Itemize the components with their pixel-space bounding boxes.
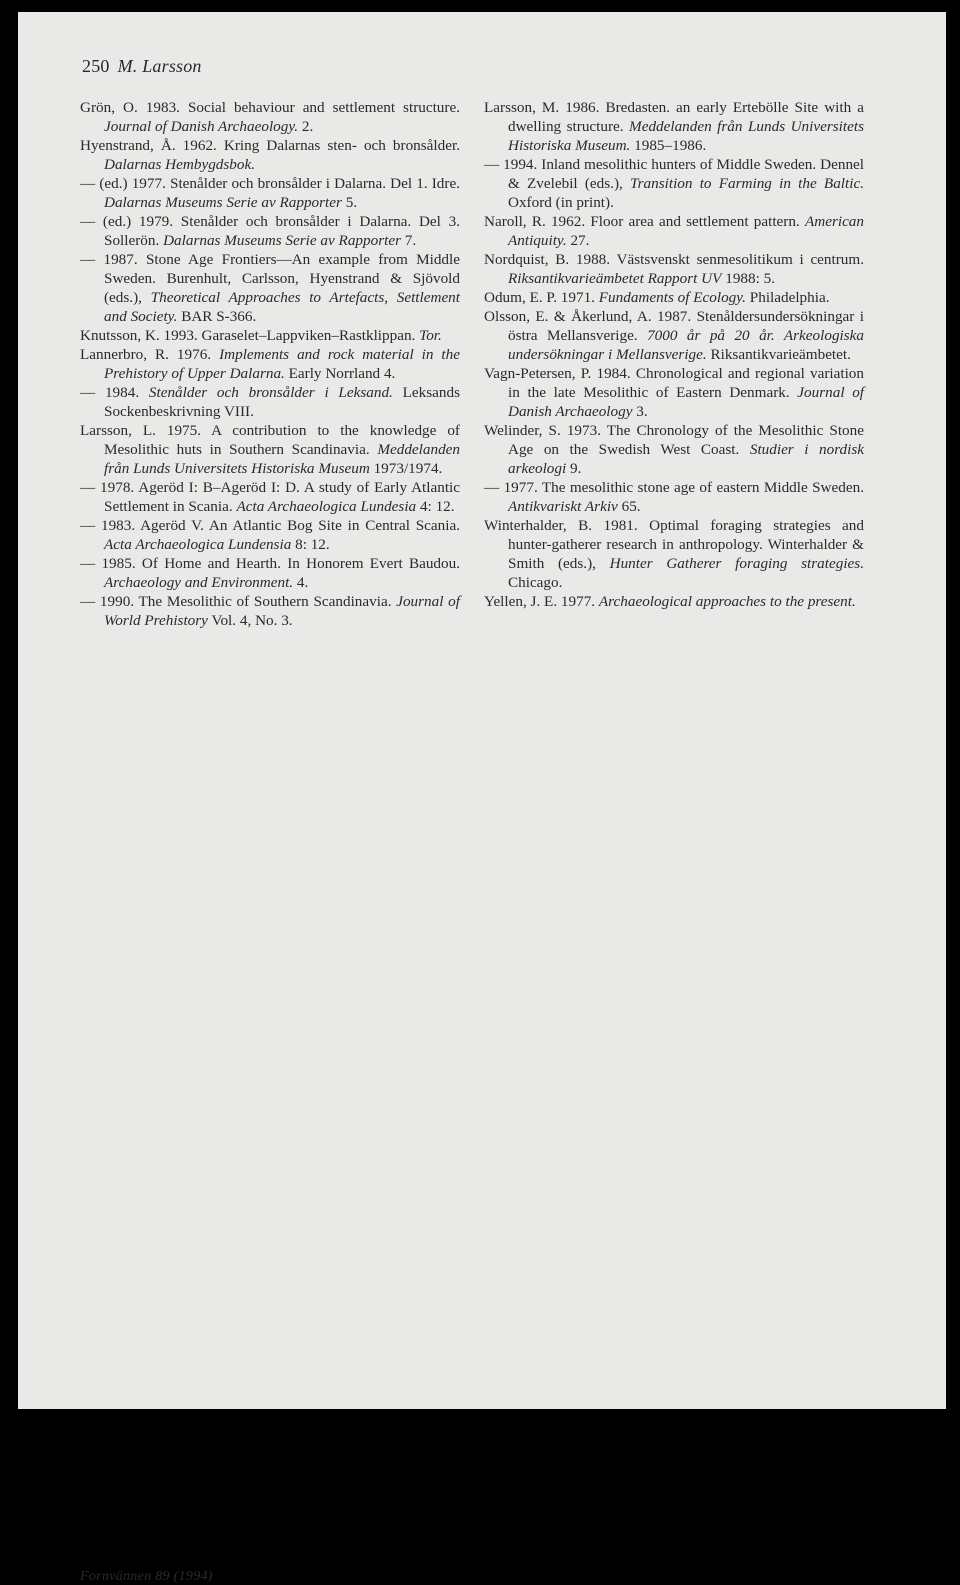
reference-text: — 1994. Inland mesolithic hunters of Middle Sweden. Dennel & Zvelebil (eds.),: [484, 156, 864, 192]
reference-tail: 27.: [566, 232, 590, 249]
reference-text: Winterhalder, B. 1981. Optimal foraging strategies and hunter-gatherer research in anthropology. Winterhalder & Smith (eds.),: [484, 517, 864, 572]
reference-text: Naroll, R. 1962. Floor area and settlement pattern.: [484, 213, 805, 230]
reference-title: Stenålder och bronsålder i Leksand.: [148, 384, 393, 401]
reference-text: — (ed.) 1979. Stenålder och bronsålder i Dalarna. Del 3. Sollerön.: [80, 213, 460, 249]
reference-entry: [80, 516, 460, 554]
reference-title: Hunter Gatherer foraging strategies.: [609, 555, 864, 572]
reference-text: — 1977. The mesolithic stone age of eastern Middle Sweden.: [484, 479, 864, 496]
reference-tail: Leksands Sockenbeskrivning VIII.: [104, 384, 460, 420]
reference-title: Tor.: [419, 327, 442, 344]
reference-entry: [484, 364, 864, 421]
reference-tail: 7.: [400, 232, 417, 249]
reference-entry: [80, 136, 460, 174]
reference-title: Dalarnas Hembygdsbok.: [104, 156, 256, 173]
reference-tail: 5.: [341, 194, 358, 211]
reference-entry: [484, 155, 864, 212]
page-number: 250: [82, 56, 110, 76]
reference-tail: Early Norrland 4.: [284, 365, 396, 382]
reference-text: Odum, E. P. 1971.: [484, 289, 599, 306]
reference-entry: [80, 554, 460, 592]
reference-title: Archaeological approaches to the present.: [598, 593, 856, 610]
reference-text: — 1985. Of Home and Hearth. In Honorem Evert Baudou.: [80, 555, 460, 572]
reference-tail: 9.: [566, 460, 582, 477]
reference-entry: [484, 478, 864, 516]
reference-tail: 65.: [617, 498, 641, 515]
reference-tail: 8: 12.: [291, 536, 330, 553]
reference-title: Theoretical Approaches to Artefacts, Settlement and Society.: [104, 289, 460, 325]
running-head-author: M. Larsson: [117, 56, 202, 76]
reference-text: Larsson, M. 1986. Bredasten. an early Ertebölle Site with a dwelling structure.: [484, 99, 864, 135]
reference-title: Dalarnas Museums Serie av Rapporter: [104, 194, 342, 211]
reference-text: — 1987. Stone Age Frontiers—An example from Middle Sweden. Burenhult, Carlsson, Hyenstrand & Sjövold (eds.),: [80, 251, 460, 306]
reference-entry: [80, 592, 460, 630]
reference-tail: 2.: [298, 118, 314, 135]
reference-text: — 1984.: [80, 384, 149, 401]
page-footer-journal: Fornvännen 89 (1994): [80, 1569, 213, 1584]
reference-title: Acta Archaeologica Lundensia: [104, 536, 292, 553]
reference-tail: 1985–1986.: [630, 137, 707, 154]
reference-tail: Oxford (in print).: [508, 194, 614, 211]
reference-title: Riksantikvarieämbetet Rapport UV: [508, 270, 722, 287]
reference-text: Larsson, L. 1975. A contribution to the knowledge of Mesolithic huts in Southern Scandinavia.: [80, 422, 460, 458]
reference-entry: [80, 478, 460, 516]
reference-title: Journal of Danish Archaeology: [508, 384, 865, 420]
reference-entry: [484, 421, 864, 478]
reference-text: — (ed.) 1977. Stenålder och bronsålder i Dalarna. Del 1. Idre.: [80, 175, 460, 192]
reference-text: Vagn-Petersen, P. 1984. Chronological and regional variation in the late Mesolithic of Eastern Denmark.: [484, 365, 864, 401]
reference-tail: 4: 12.: [416, 498, 455, 515]
reference-entry: [484, 212, 864, 250]
reference-entry: [80, 421, 460, 478]
reference-column-right: [484, 98, 864, 611]
reference-tail: Riksantikvarieämbetet.: [706, 346, 851, 363]
reference-tail: Philadelphia.: [745, 289, 830, 306]
reference-tail: 1973/1974.: [369, 460, 443, 477]
reference-text: Knutsson, K. 1993. Garaselet–Lappviken–Rastklippan.: [80, 327, 420, 344]
reference-text: Hyenstrand, Å. 1962. Kring Dalarnas sten- och bronsålder.: [80, 137, 460, 154]
reference-tail: Vol. 4, No. 3.: [207, 612, 293, 629]
reference-entry: [484, 592, 864, 611]
reference-text: Lannerbro, R. 1976.: [80, 346, 220, 363]
reference-tail: 1988: 5.: [721, 270, 776, 287]
reference-text: Nordquist, B. 1988. Västsvenskt senmesolitikum i centrum.: [484, 251, 864, 268]
reference-title: 7000 år på 20 år. Arkeologiska undersökningar i Mellansverige.: [508, 327, 864, 363]
reference-entry: [484, 98, 864, 155]
reference-entry: [80, 98, 460, 136]
reference-title: Journal of Danish Archaeology.: [104, 118, 299, 135]
running-head: [82, 56, 202, 77]
reference-text: Olsson, E. & Åkerlund, A. 1987. Stenåldersundersökningar i östra Mellansverige.: [484, 308, 864, 344]
reference-tail: 3.: [632, 403, 648, 420]
reference-title: Meddelanden från Lunds Universitets Historiska Museum.: [508, 118, 864, 154]
reference-title: American Antiquity.: [508, 213, 864, 249]
reference-entry: [80, 326, 460, 345]
reference-tail: 4.: [293, 574, 309, 591]
reference-title: Antikvariskt Arkiv: [508, 498, 618, 515]
reference-title: Implements and rock material in the Prehistory of Upper Dalarna.: [104, 346, 460, 382]
reference-column-left: [80, 98, 460, 630]
reference-entry: [484, 516, 864, 592]
reference-entry: [80, 250, 460, 326]
reference-text: — 1978. Ageröd I: B–Ageröd I: D. A study of Early Atlantic Settlement in Scania.: [80, 479, 460, 515]
reference-title: Acta Archaeologica Lundesia: [236, 498, 417, 515]
reference-title: Fundaments of Ecology.: [598, 289, 746, 306]
reference-title: Journal of World Prehistory: [104, 593, 460, 629]
reference-entry: [484, 307, 864, 364]
reference-title: Meddelanden från Lunds Universitets Historiska Museum: [104, 441, 460, 477]
reference-entry: [80, 345, 460, 383]
reference-title: Dalarnas Museums Serie av Rapporter: [163, 232, 401, 249]
reference-entry: [484, 288, 864, 307]
reference-title: Transition to Farming in the Baltic.: [630, 175, 864, 192]
reference-title: Archaeology and Environment.: [104, 574, 294, 591]
page: [18, 12, 946, 1584]
reference-title: Studier i nordisk arkeologi: [508, 441, 865, 477]
reference-entry: [80, 383, 460, 421]
reference-text: Grön, O. 1983. Social behaviour and settlement structure.: [80, 99, 460, 116]
reference-text: — 1990. The Mesolithic of Southern Scandinavia.: [80, 593, 397, 610]
reference-text: Welinder, S. 1973. The Chronology of the Mesolithic Stone Age on the Swedish West Coast.: [484, 422, 864, 458]
reference-text: — 1983. Ageröd V. An Atlantic Bog Site in Central Scania.: [80, 517, 460, 534]
reference-tail: Chicago.: [508, 574, 563, 591]
reference-entry: [80, 212, 460, 250]
reference-entry: [484, 250, 864, 288]
reference-text: Yellen, J. E. 1977.: [484, 593, 599, 610]
reference-entry: [80, 174, 460, 212]
reference-tail: BAR S-366.: [177, 308, 257, 325]
